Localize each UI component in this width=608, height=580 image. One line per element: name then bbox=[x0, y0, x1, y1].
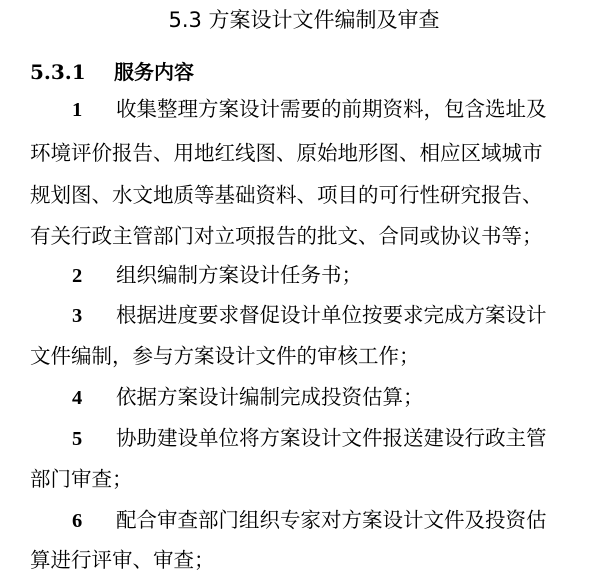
list-item-5-line-1 bbox=[72, 425, 547, 452]
list-item-4-line-1 bbox=[72, 384, 424, 411]
list-item-number: 2 bbox=[72, 265, 83, 287]
list-item-5-line-2: 部门审查； bbox=[30, 467, 133, 491]
list-item-number: 1 bbox=[72, 99, 83, 121]
list-item-number: 6 bbox=[72, 510, 83, 532]
list-item-text: 协助建设单位将方案设计文件报送建设行政主管 bbox=[116, 426, 547, 450]
list-item-text: 配合审查部门组织专家对方案设计文件及投资估 bbox=[116, 508, 547, 532]
list-item-1-line-3: 规划图、水文地质等基础资料、项目的可行性研究报告、 bbox=[30, 183, 543, 207]
section-title: 5.3 方案设计文件编制及审查 bbox=[168, 8, 440, 32]
list-item-text: 组织编制方案设计任务书； bbox=[116, 263, 362, 287]
subsection-title: 服务内容 bbox=[114, 60, 194, 84]
subsection-heading bbox=[30, 58, 194, 86]
list-item-text: 收集整理方案设计需要的前期资料，包含选址及 bbox=[116, 97, 547, 121]
list-item-number: 3 bbox=[72, 305, 83, 327]
list-item-3-line-1 bbox=[72, 302, 547, 329]
list-item-2-line-1 bbox=[72, 262, 362, 289]
list-item-1-line-1 bbox=[72, 96, 547, 123]
list-item-number: 4 bbox=[72, 387, 83, 409]
list-item-1-line-4: 有关行政主管部门对立项报告的批文、合同或协议书等； bbox=[30, 224, 543, 248]
subsection-number: 5.3.1 bbox=[30, 60, 86, 84]
list-item-6-line-1 bbox=[72, 507, 547, 534]
list-item-text: 根据进度要求督促设计单位按要求完成方案设计 bbox=[116, 303, 547, 327]
list-item-3-line-2: 文件编制，参与方案设计文件的审核工作； bbox=[30, 344, 420, 368]
list-item-text: 依据方案设计编制完成投资估算； bbox=[116, 385, 424, 409]
list-item-6-line-2: 算进行评审、审查； bbox=[30, 548, 215, 572]
list-item-number: 5 bbox=[72, 428, 83, 450]
list-item-1-line-2: 环境评价报告、用地红线图、原始地形图、相应区域城市 bbox=[30, 141, 543, 165]
